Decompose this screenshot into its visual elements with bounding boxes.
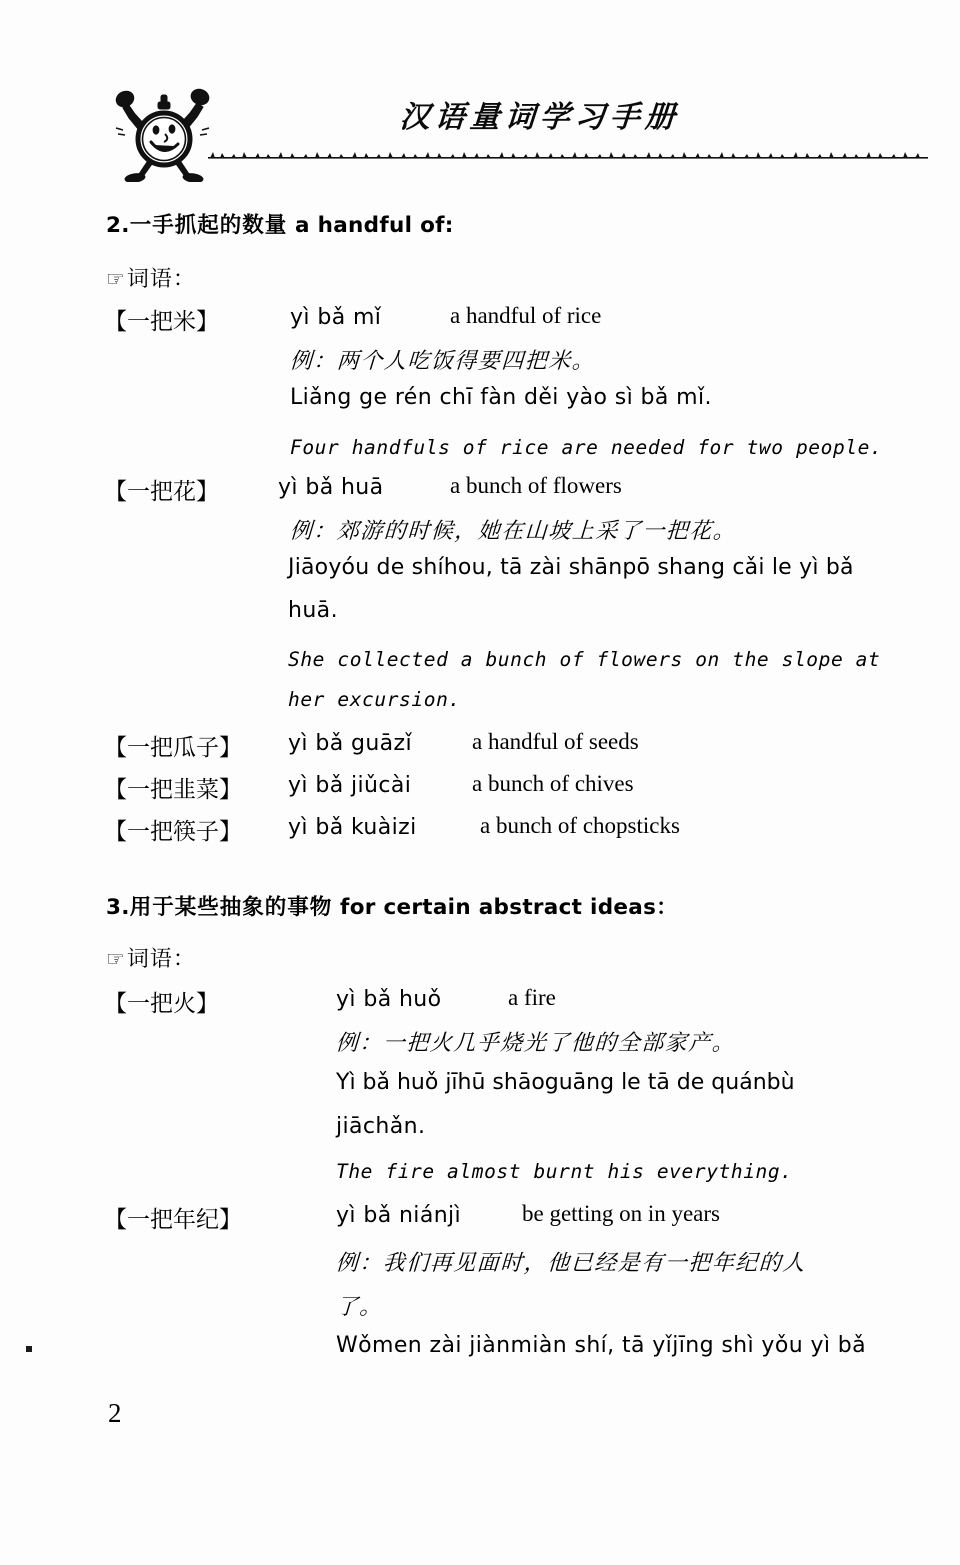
entry-example-pinyin: jiāchǎn. (336, 1114, 426, 1139)
section-2-number: 2. (106, 213, 130, 238)
entry-example-pinyin: Jiāoyóu de shíhou, tā zài shānpō shang cǎi le yì bǎ (288, 555, 854, 580)
entry-gloss: a fire (508, 985, 556, 1010)
entry-headword: 【一把年纪】 (104, 1207, 242, 1233)
entry-example-translation: She collected a bunch of flowers on the slope at (288, 648, 881, 671)
entry-gloss: be getting on in years (522, 1201, 721, 1226)
entry-pinyin: yì bǎ mǐ (290, 305, 382, 330)
entry-example-cn: 例：两个人吃饭得要四把米。 (289, 349, 597, 374)
entry-headword: 【一把韭菜】 (104, 777, 242, 803)
section-2-ciyu-label: 词语： (126, 267, 196, 292)
entry-example-pinyin: Wǒmen zài jiànmiàn shí, tā yǐjīng shì yǒu yì bǎ (336, 1333, 867, 1358)
entry-pinyin: yì bǎ huǒ (336, 987, 442, 1012)
entry-gloss: a bunch of chives (472, 771, 634, 796)
entry-example-cn: 例：郊游的时候，她在山坡上采了一把花。 (289, 519, 738, 544)
section-3-ciyu-label: 词语： (126, 947, 196, 972)
entry-example-translation: The fire almost burnt his everything. (336, 1160, 793, 1183)
section-2-heading-en: a handful of: (295, 213, 454, 238)
entry-example-pinyin: huā. (288, 598, 338, 623)
entry-pinyin: yì bǎ niánjì (336, 1203, 462, 1228)
page-number: 2 (108, 1398, 122, 1428)
entry-headword: 【一把米】 (104, 309, 219, 335)
entry-gloss: a bunch of chopsticks (480, 813, 680, 838)
entry-headword: 【一把筷子】 (104, 819, 242, 845)
entry-headword: 【一把火】 (104, 991, 219, 1017)
entry-example-translation: Four handfuls of rice are needed for two people. (290, 436, 883, 459)
entry-gloss: a bunch of flowers (450, 473, 622, 498)
scan-artifact-dot (26, 1346, 32, 1352)
pointing-hand-icon: ☞ (106, 947, 125, 971)
header-rule-divider (208, 150, 928, 164)
section-2-heading-cn: 一手抓起的数量 (129, 213, 288, 238)
section-3-heading-cn: 用于某些抽象的事物 (129, 895, 333, 920)
page-header (0, 78, 960, 183)
entry-pinyin: yì bǎ guāzǐ (288, 731, 413, 756)
section-3-number: 3. (106, 895, 130, 920)
entry-example-pinyin: Liǎng ge rén chī fàn děi yào sì bǎ mǐ. (290, 385, 712, 410)
section-3-heading (106, 890, 678, 921)
book-title: 汉语量词学习手册 (398, 100, 681, 135)
section-3-ciyu-marker (106, 942, 196, 973)
clock-mascot-icon (108, 84, 224, 182)
entry-example-translation: her excursion. (288, 688, 461, 711)
entry-gloss: a handful of rice (450, 303, 602, 328)
entry-headword: 【一把瓜子】 (104, 735, 242, 761)
entry-pinyin: yì bǎ kuàizi (288, 815, 417, 840)
entry-example-cn: 例：一把火几乎烧光了他的全部家产。 (335, 1031, 737, 1056)
entry-example-cn: 例：我们再见面时，他已经是有一把年纪的人 (335, 1251, 807, 1276)
entry-pinyin: yì bǎ huā (278, 475, 384, 500)
entry-headword: 【一把花】 (104, 479, 219, 505)
section-3-heading-en: for certain abstract ideas： (340, 895, 678, 920)
entry-pinyin: yì bǎ jiǔcài (288, 773, 412, 798)
entry-example-cn-continued: 了。 (335, 1295, 384, 1320)
entry-example-pinyin: Yì bǎ huǒ jīhū shāoguāng le tā de quánbù (336, 1070, 795, 1095)
entry-gloss: a handful of seeds (472, 729, 639, 754)
section-2-ciyu-marker (106, 262, 196, 293)
pointing-hand-icon: ☞ (106, 267, 125, 291)
section-2-heading (106, 208, 454, 239)
